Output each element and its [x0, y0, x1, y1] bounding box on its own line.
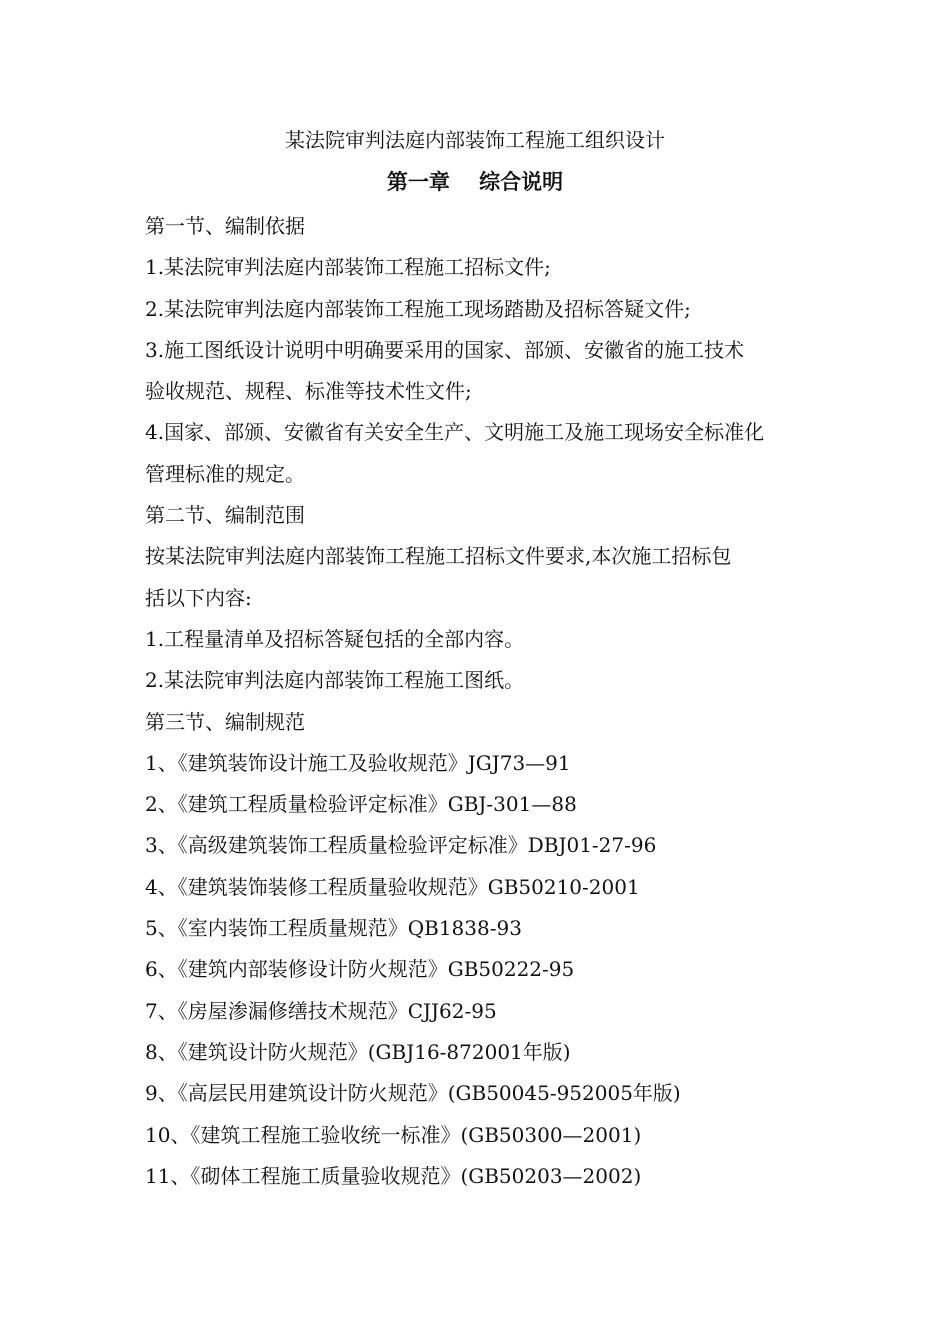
standard-item-7: 7、《房屋渗漏修缮技术规范》CJJ62-95: [145, 998, 497, 1023]
basis-item-3-line-1: 3.施工图纸设计说明中明确要采用的国家、部颁、安徽省的施工技术: [145, 337, 745, 362]
basis-item-1: 1.某法院审判法庭内部装饰工程施工招标文件;: [145, 255, 551, 280]
document-body: [145, 206, 815, 1197]
section-heading-scope: 第二节、编制范围: [145, 503, 305, 528]
section-heading-basis: 第一节、编制依据: [145, 214, 305, 238]
basis-item-4-line-2: 管理标准的规定。: [145, 461, 305, 486]
standard-item-11: 11、《砌体工程施工质量验收规范》(GB50203—2002): [145, 1163, 642, 1188]
scope-item-2: 2.某法院审判法庭内部装饰工程施工图纸。: [145, 668, 525, 693]
chapter-title: 第一章 综合说明: [386, 169, 564, 194]
section-heading-standards: 第三节、编制规范: [145, 709, 305, 734]
standard-item-1: 1、《建筑装饰设计施工及验收规范》JGJ73—91: [145, 750, 571, 775]
scope-item-1: 1.工程量清单及招标答疑包括的全部内容。: [145, 626, 525, 651]
basis-item-3-line-2: 验收规范、规程、标准等技术性文件;: [145, 379, 472, 404]
standard-item-10: 10、《建筑工程施工验收统一标准》(GB50300—2001): [145, 1122, 642, 1147]
basis-item-4-line-1: 4.国家、部颁、安徽省有关安全生产、文明施工及施工现场安全标准化: [145, 420, 765, 445]
standard-item-4: 4、《建筑装饰装修工程质量验收规范》GB50210-2001: [145, 874, 640, 899]
scope-intro-line-1: 按某法院审判法庭内部装饰工程施工招标文件要求,本次施工招标包: [145, 544, 732, 569]
basis-item-2: 2.某法院审判法庭内部装饰工程施工现场踏勘及招标答疑文件;: [145, 296, 691, 321]
standard-item-3: 3、《高级建筑装饰工程质量检验评定标准》DBJ01-27-96: [145, 833, 657, 858]
standard-item-8: 8、《建筑设计防火规范》(GBJ16-872001年版): [145, 1039, 571, 1064]
standard-item-2: 2、《建筑工程质量检验评定标准》GBJ-301—88: [145, 792, 577, 817]
standard-item-6: 6、《建筑内部装修设计防火规范》GB50222-95: [145, 957, 575, 982]
standard-item-5: 5、《室内装饰工程质量规范》QB1838-93: [145, 916, 522, 941]
standard-item-9: 9、《高层民用建筑设计防火规范》(GB50045-952005年版): [145, 1081, 681, 1106]
document-title: 某法院审判法庭内部装饰工程施工组织设计: [285, 128, 665, 152]
scope-intro-line-2: 括以下内容:: [145, 585, 252, 610]
